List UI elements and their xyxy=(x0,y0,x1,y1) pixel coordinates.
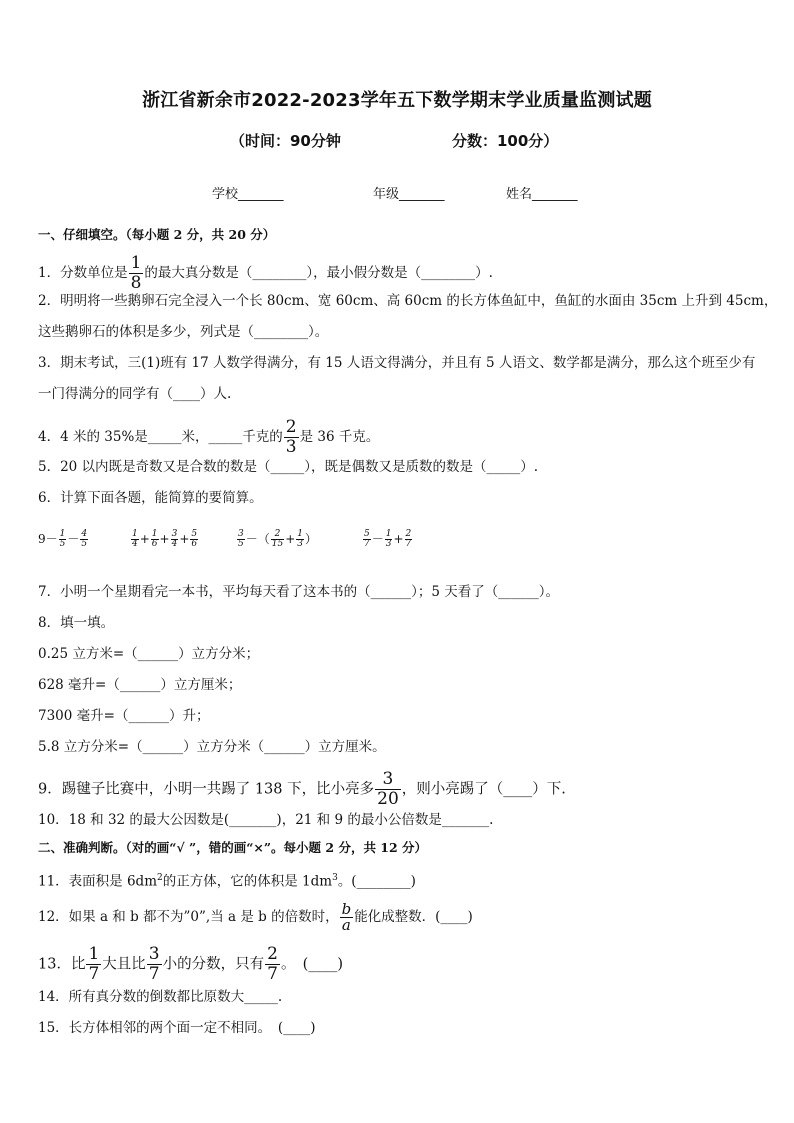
q9-text-b: ，则小亮踢了（____）下. xyxy=(401,781,566,798)
question-8-item-3: 7300 毫升=（______）升； xyxy=(38,708,210,724)
calc1-f2-num: 4 xyxy=(81,529,88,539)
question-12 xyxy=(38,902,473,933)
q9-fraction-numerator: 3 xyxy=(375,770,401,790)
calc3-frac-1 xyxy=(237,530,245,549)
calc2-f3-den: 4 xyxy=(171,539,178,549)
q13-f1-num: 1 xyxy=(88,944,100,964)
calc2-f4-den: 6 xyxy=(191,539,198,549)
q1-fraction-numerator: 1 xyxy=(130,253,142,273)
calc3-f2-den: 15 xyxy=(271,539,284,549)
q13-fraction-2 xyxy=(147,945,162,984)
question-9 xyxy=(38,770,566,809)
q1-text-b: 的最大真分数是（________），最小假分数是（________）. xyxy=(144,265,493,281)
q11-superscript-1: 2 xyxy=(157,873,163,883)
calc4-frac-3 xyxy=(405,530,413,549)
calc2-f3-num: 3 xyxy=(171,529,178,539)
q4-fraction-denominator: 3 xyxy=(285,437,297,457)
q11-text-b: 的正方体，它的体积是 1dm xyxy=(162,873,333,890)
calc3-f3-num: 1 xyxy=(297,529,303,539)
calc4-f3-num: 2 xyxy=(405,529,412,539)
question-3-line-1: 3．期末考试，三(1)班有 17 人数学得满分，有 15 人语文得满分，并且有 5 人语文、数学都是满分，那么这个班至少有 xyxy=(38,355,756,371)
q1-text-a: 1．分数单位是 xyxy=(38,265,128,281)
school-field: 学校_______ xyxy=(212,187,284,202)
exam-score: 分数：100分） xyxy=(452,132,559,150)
q13-f2-den: 7 xyxy=(148,964,160,984)
q12-text-b: 能化成整数．(____) xyxy=(354,909,473,925)
question-2-line-1: 2．明明将一些鹅卵石完全浸入一个长 80cm、宽 60cm、高 60cm 的长方体鱼缸中，鱼缸的水面由 35cm 上升到 45cm， xyxy=(38,293,778,309)
calc1-op: － xyxy=(67,532,80,546)
calc3-frac-2 xyxy=(271,530,284,549)
calc3-f1-den: 5 xyxy=(238,539,244,549)
calc4-f2-num: 1 xyxy=(385,529,392,539)
page-title: 浙江省新余市2022-2023学年五下数学期末学业质量监测试题 xyxy=(142,90,652,111)
question-7: 7．小明一个星期看完一本书，平均每天看了这本书的（______）；5 天看了（______）。 xyxy=(38,584,559,600)
q12-fraction xyxy=(340,902,354,933)
calc2-op-3: + xyxy=(179,532,190,546)
question-5: 5．20 以内既是奇数又是合数的数是（_____），既是偶数又是质数的数是（_____）. xyxy=(38,459,539,475)
question-3-line-2: 一门得满分的同学有（____）人. xyxy=(38,386,232,402)
q12-fraction-denominator: a xyxy=(341,916,351,934)
section-heading-2: 二、准确判断。（对的画“√ ”，错的画“×”。每小题 2 分，共 12 分） xyxy=(38,840,428,855)
q9-fraction xyxy=(375,770,401,809)
calc1-frac-2 xyxy=(80,530,88,549)
calc3-op-3: ） xyxy=(305,532,318,546)
calc-expression-3 xyxy=(236,530,317,549)
calc3-op-1: －（ xyxy=(245,532,270,546)
calc3-f2-num: 2 xyxy=(271,530,284,540)
question-8-item-4: 5.8 立方分米=（______）立方分米（______）立方厘米。 xyxy=(38,739,386,755)
calc-expression-1 xyxy=(38,530,89,549)
calc3-op-2: + xyxy=(285,532,296,546)
q13-text-c: 小的分数，只有 xyxy=(162,956,265,973)
q11-text-c: 。(________) xyxy=(337,873,416,890)
question-11 xyxy=(38,869,416,891)
calc2-op-1: + xyxy=(139,532,150,546)
calc3-frac-3 xyxy=(296,530,304,549)
section-heading-1: 一、仔细填空。（每小题 2 分，共 20 分） xyxy=(38,227,276,242)
calc4-frac-2 xyxy=(385,530,393,549)
q12-text-a: 12．如果 a 和 b 都不为”0”,当 a 是 b 的倍数时， xyxy=(38,909,339,925)
question-1 xyxy=(38,254,493,293)
question-8-item-1: 0.25 立方米=（______）立方分米； xyxy=(38,646,260,662)
calc1-f1-den: 5 xyxy=(59,539,66,549)
q13-text-a: 13．比 xyxy=(38,956,86,973)
calc1-f1-num: 1 xyxy=(59,529,66,539)
question-2-line-2: 这些鹅卵石的体积是多少，列式是（________）。 xyxy=(38,324,329,340)
question-4 xyxy=(38,418,379,457)
calc-expression-2 xyxy=(130,530,199,549)
q11-text-a: 11．表面积是 6dm xyxy=(38,873,158,890)
question-10: 10．18 和 32 的最大公因数是(_______)，21 和 9 的最小公倍数是_______. xyxy=(38,812,494,828)
calc2-frac-3 xyxy=(171,530,179,549)
question-15: 15．长方体相邻的两个面一定不相同。 (____) xyxy=(38,1020,316,1036)
calc1-frac-1 xyxy=(59,530,67,549)
q11-superscript-2: 3 xyxy=(332,873,338,883)
calc4-f3-den: 7 xyxy=(405,539,412,549)
question-13 xyxy=(38,945,343,984)
q12-fraction-numerator: b xyxy=(341,900,352,918)
q13-fraction-1 xyxy=(86,945,101,984)
calc2-frac-4 xyxy=(190,530,198,549)
calc2-f2-num: 1 xyxy=(151,529,158,539)
calc2-f1-den: 4 xyxy=(132,539,138,549)
question-8: 8．填一填。 xyxy=(38,615,115,631)
q1-fraction xyxy=(129,254,144,293)
q13-text-d: 。 (____) xyxy=(280,956,344,973)
q1-fraction-denominator: 8 xyxy=(130,273,142,293)
q13-fraction-3 xyxy=(265,945,280,984)
q4-fraction xyxy=(284,418,299,457)
question-6: 6．计算下面各题，能简算的要简算。 xyxy=(38,490,263,506)
question-8-item-2: 628 毫升=（______）立方厘米； xyxy=(38,677,242,693)
q9-fraction-denominator: 20 xyxy=(377,789,399,809)
calc-expression-4 xyxy=(362,530,413,549)
grade-field: 年级_______ xyxy=(373,187,445,202)
q4-text-a: 4．4 米的 35%是_____米，_____千克的 xyxy=(38,429,283,445)
calc2-f2-den: 6 xyxy=(151,539,158,549)
q13-text-b: 大且比 xyxy=(102,956,146,973)
q13-f3-num: 2 xyxy=(267,944,278,964)
q13-f3-den: 7 xyxy=(267,964,278,984)
calc4-f2-den: 3 xyxy=(385,539,392,549)
exam-time: （时间：90分钟 xyxy=(230,132,341,150)
calc2-op-2: + xyxy=(159,532,170,546)
calc4-op-1: － xyxy=(371,532,384,546)
q13-f2-num: 3 xyxy=(148,944,160,964)
calc2-frac-1 xyxy=(131,530,139,549)
calc4-op-2: + xyxy=(393,532,404,546)
calc1-f2-den: 5 xyxy=(81,539,88,549)
calc3-f3-den: 3 xyxy=(297,539,303,549)
calc4-f1-den: 7 xyxy=(364,539,370,549)
calc4-frac-1 xyxy=(363,530,371,549)
calc3-f1-num: 3 xyxy=(238,529,244,539)
calc1-whole: 9－ xyxy=(38,532,58,546)
name-field: 姓名_______ xyxy=(506,187,578,202)
calc4-f1-num: 5 xyxy=(364,529,370,539)
question-14: 14．所有真分数的倒数都比原数大_____. xyxy=(38,989,283,1005)
q4-fraction-numerator: 2 xyxy=(285,417,297,437)
calc2-f1-num: 1 xyxy=(132,529,138,539)
q9-text-a: 9．踢毽子比赛中，小明一共踢了 138 下，比小亮多 xyxy=(38,781,375,798)
calc2-frac-2 xyxy=(151,530,159,549)
calc2-f4-num: 5 xyxy=(191,529,198,539)
q4-text-b: 是 36 千克。 xyxy=(299,429,380,445)
q13-f1-den: 7 xyxy=(88,964,100,984)
